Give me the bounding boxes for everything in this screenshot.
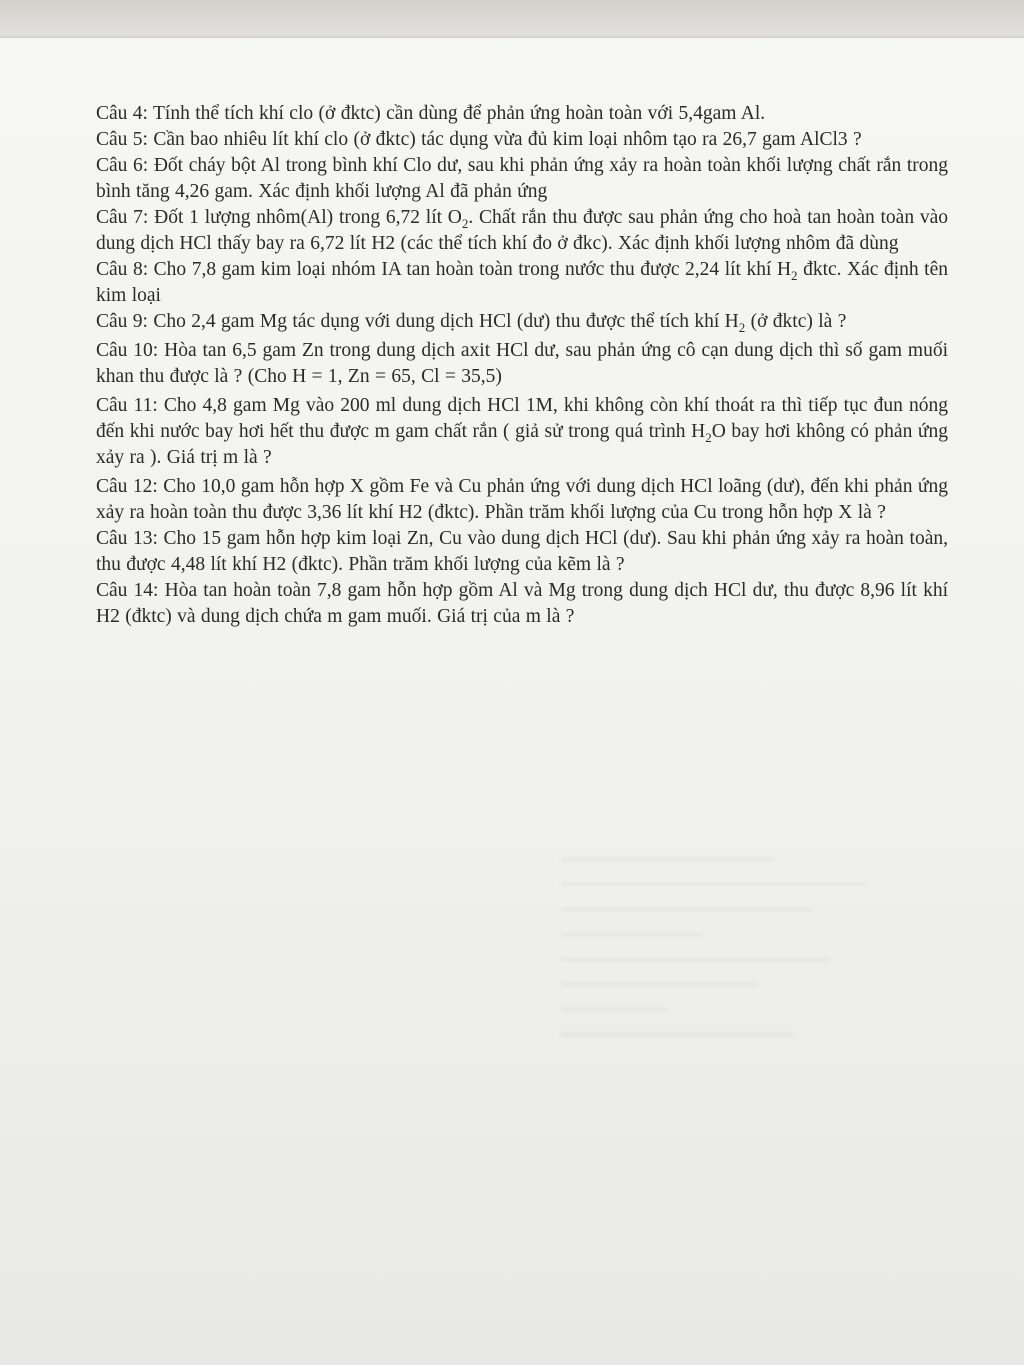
question-text-start: Đốt 1 lượng nhôm(Al) trong 6,72 lít O	[154, 207, 462, 228]
question-list	[96, 101, 948, 630]
question-text: Cho 10,0 gam hỗn hợp X gồm Fe và Cu phản ứng với dung dịch HCl loãng (dư), đến khi phản ứng xảy ra hoàn toàn thu được 3,36 lít khí H2 (đktc). Phần trăm khối lượng của Cu trong hỗn hợp X là ?	[96, 476, 949, 523]
question-text: Tính thể tích khí clo (ở đktc) cần dùng để phản ứng hoàn toàn với 5,4gam Al.	[153, 103, 766, 124]
question-9	[96, 309, 948, 335]
subscript: 2	[738, 319, 746, 335]
question-text-start: Cho 2,4 gam Mg tác dụng với dung dịch HCl (dư) thu được thể tích khí H	[153, 311, 739, 332]
question-8	[96, 257, 948, 309]
back-page-bleed-through	[560, 858, 920, 1278]
question-text: Hòa tan hoàn toàn 7,8 gam hỗn hợp gồm Al và Mg trong dung dịch HCl dư, thu được 8,96 lít khí H2 (đktc) và dung dịch chứa m gam muối. Giá trị của m là ?	[96, 580, 948, 627]
question-label: Câu 13:	[96, 528, 158, 549]
question-label: Câu 11:	[96, 395, 158, 416]
question-label: Câu 5:	[96, 129, 148, 150]
question-text-end: đktc. Xác định tên kim loại	[96, 259, 948, 306]
question-10	[96, 338, 948, 390]
question-4	[96, 101, 948, 127]
question-12	[96, 474, 948, 526]
question-text-end: (ở đktc) là ?	[745, 311, 847, 332]
background-surface	[0, 0, 1024, 40]
question-text-start: Cho 4,8 gam Mg vào 200 ml dung dịch HCl 1M, khi không còn khí thoát ra thì tiếp tục đun nóng đến khi nước bay hơi hết thu được m gam chất rắn ( giả sử trong quá trình H	[96, 395, 949, 442]
question-label: Câu 14:	[96, 580, 159, 601]
question-text: Cần bao nhiêu lít khí clo (ở đktc) tác dụng vừa đủ kim loại nhôm tạo ra 26,7 gam AlCl3 ?	[153, 129, 862, 150]
question-text: Đốt cháy bột Al trong bình khí Clo dư, sau khi phản ứng xảy ra hoàn toàn khối lượng chất rắn trong bình tăng 4,26 gam. Xác định khối lượng Al đã phản ứng	[96, 155, 948, 202]
question-text-end: . Chất rắn thu được sau phản ứng cho hoà tan hoàn toàn vào dung dịch HCl thấy bay ra 6,72 lít H2 (các thể tích khí đo ở đkc). Xác định khối lượng nhôm đã dùng	[96, 207, 948, 254]
subscript: 2	[791, 267, 798, 283]
question-label: Câu 6:	[96, 155, 149, 176]
subscript: 2	[705, 429, 712, 445]
question-label: Câu 8:	[96, 259, 149, 280]
question-13	[96, 526, 948, 578]
question-11	[96, 393, 948, 471]
subscript: 2	[461, 215, 469, 231]
question-label: Câu 9:	[96, 311, 148, 332]
question-5	[96, 127, 948, 153]
question-text: Cho 15 gam hỗn hợp kim loại Zn, Cu vào dung dịch HCl (dư). Sau khi phản ứng xảy ra hoàn toàn, thu được 4,48 lít khí H2 (đktc). Phần trăm khối lượng của kẽm là ?	[96, 528, 948, 575]
question-label: Câu 7:	[96, 207, 149, 228]
question-6	[96, 153, 948, 205]
question-label: Câu 4:	[96, 103, 148, 124]
question-text-start: Cho 7,8 gam kim loại nhóm IA tan hoàn toàn trong nước thu được 2,24 lít khí H	[153, 259, 792, 280]
question-14	[96, 578, 948, 630]
question-text-end: O bay hơi không có phản ứng xảy ra ). Giá trị m là ?	[96, 421, 948, 468]
question-label: Câu 12:	[96, 476, 158, 497]
question-label: Câu 10:	[96, 340, 159, 361]
question-text: Hòa tan 6,5 gam Zn trong dung dịch axit HCl dư, sau phản ứng cô cạn dung dịch thì số gam muối khan thu được là ? (Cho H = 1, Zn = 65, Cl = 35,5)	[96, 340, 948, 387]
question-7	[96, 205, 948, 257]
